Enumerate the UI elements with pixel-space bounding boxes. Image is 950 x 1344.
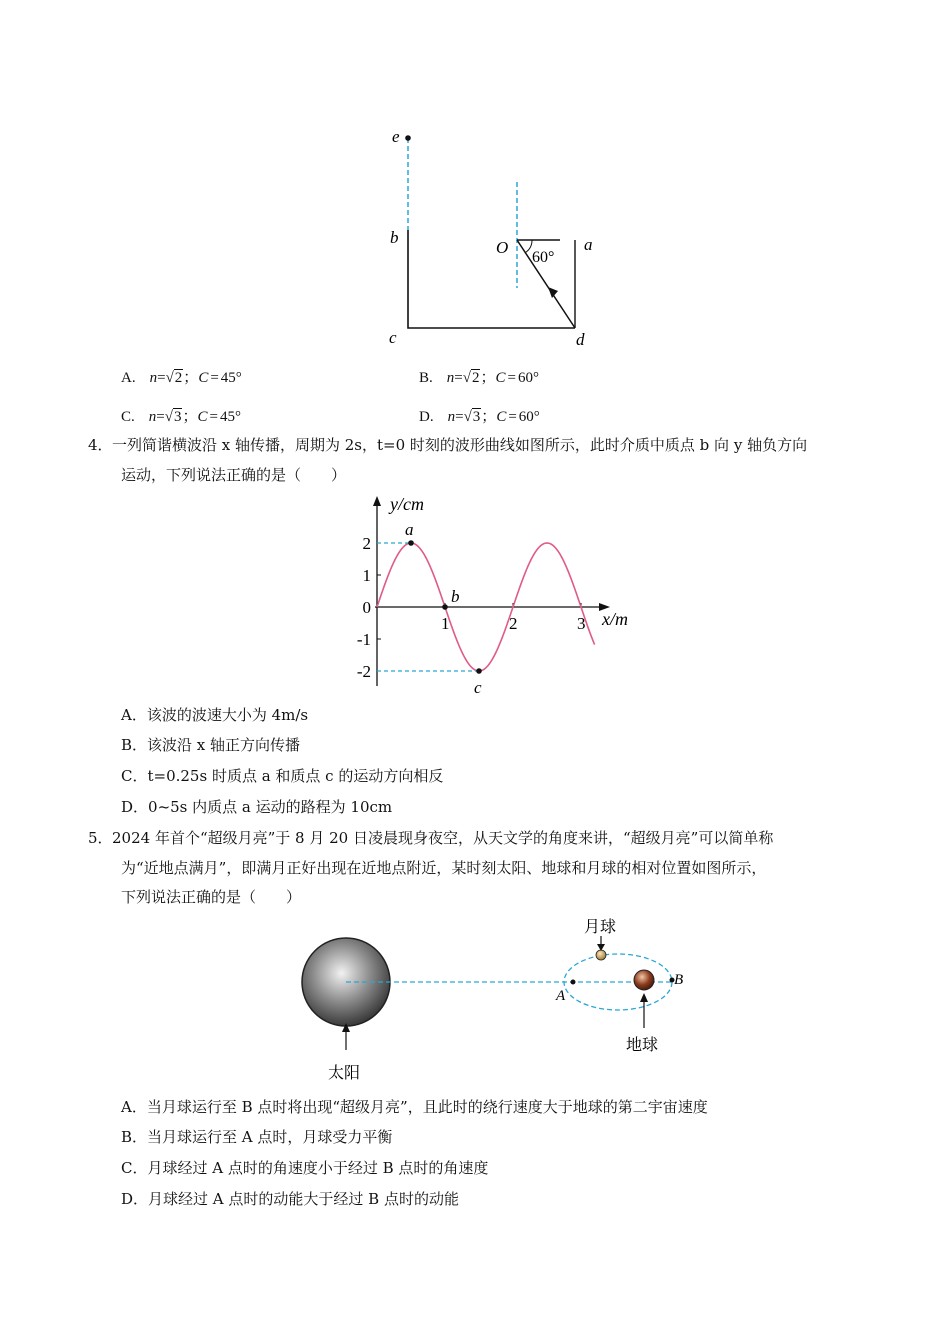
equals: = — [455, 409, 464, 425]
option-letter: B. — [419, 370, 433, 386]
q3-option-c — [121, 405, 241, 426]
container-walls — [408, 230, 575, 328]
y-tick-label: -1 — [356, 630, 371, 649]
point-e — [405, 135, 411, 141]
label-c: c — [474, 678, 482, 695]
label-A: A — [556, 988, 566, 1004]
q5-option-d: D．月球经过 A 点时的动能大于经过 B 点时的动能 — [121, 1190, 459, 1208]
y-axis-label: y/cm — [390, 494, 424, 514]
y-tick-label: 2 — [362, 534, 371, 553]
separator: ； — [480, 370, 496, 386]
q5-option-c: C．月球经过 A 点时的角速度小于经过 B 点时的角速度 — [121, 1159, 489, 1177]
point-c — [476, 668, 482, 674]
angle-value: 60° — [518, 409, 540, 425]
label-sun: 太阳 — [328, 1065, 361, 1082]
label-a: a — [405, 520, 414, 539]
label-O: O — [496, 238, 509, 257]
label-moon: 月球 — [584, 919, 617, 936]
y-tick-label: -2 — [356, 662, 371, 681]
equals: = — [454, 370, 463, 386]
angle-value: 45° — [220, 370, 242, 386]
separator: ； — [182, 409, 198, 425]
q4-option-b: B．该波沿 x 轴正方向传播 — [121, 736, 301, 754]
label-c: c — [389, 328, 397, 347]
q5-number: 5． — [88, 829, 113, 847]
sqrt-sign: √ — [463, 409, 472, 425]
sqrt-sign: √ — [165, 370, 174, 386]
equals: = — [210, 370, 219, 386]
label-angle: 60° — [532, 249, 555, 266]
angle-value: 45° — [219, 409, 241, 425]
x-axis-label: x/m — [602, 609, 628, 629]
radicand: 2 — [174, 370, 183, 386]
earth — [634, 970, 654, 990]
var-n: n — [446, 370, 455, 386]
option-letter: D. — [419, 409, 434, 425]
separator: ； — [183, 370, 199, 386]
wave-chart — [340, 490, 650, 695]
separator: ； — [481, 409, 497, 425]
point-b — [442, 604, 448, 610]
q5-stem-line3: 下列说法正确的是（ ） — [121, 888, 302, 906]
var-n: n — [447, 409, 456, 425]
q4-number: 4． — [88, 436, 113, 454]
optics-figure — [380, 120, 610, 350]
label-b: b — [451, 587, 460, 606]
label-earth: 地球 — [626, 1037, 659, 1054]
q5-option-a: A．当月球运行至 B 点时将出现“超级月亮”，且此时的绕行速度大于地球的第二宇宙速度 — [121, 1098, 708, 1116]
q5-stem-line2: 为“近地点满月”，即满月正好出现在近地点附近，某时刻太阳、地球和月球的相对位置如图所示， — [121, 859, 767, 877]
q3-option-b — [419, 366, 539, 387]
var-C: C — [197, 409, 208, 425]
sun-earth-moon-figure — [290, 910, 700, 1085]
sqrt-sign: √ — [164, 409, 173, 425]
equals: = — [209, 409, 218, 425]
y-axis-arrow — [373, 496, 381, 506]
q3-option-d — [419, 405, 540, 426]
point-a — [408, 540, 414, 546]
radicand: 3 — [472, 409, 481, 425]
label-e: e — [392, 127, 400, 146]
x-tick-label: 1 — [441, 614, 450, 633]
var-n: n — [149, 370, 158, 386]
x-tick-label: 2 — [509, 614, 518, 633]
q3-option-a — [121, 366, 242, 387]
label-b: b — [390, 228, 399, 247]
var-C: C — [198, 370, 209, 386]
var-C: C — [495, 370, 506, 386]
radicand: 2 — [471, 370, 480, 386]
q4-option-d: D．0~5s 内质点 a 运动的路程为 10cm — [121, 798, 393, 816]
angle-value: 60° — [517, 370, 539, 386]
y-tick-label: 1 — [362, 566, 371, 585]
q4-stem-line2: 运动，下列说法正确的是（ ） — [121, 466, 347, 484]
ray-arrow — [548, 287, 558, 298]
q4-option-a: A．该波的波速大小为 4m/s — [121, 706, 309, 724]
sqrt-sign: √ — [462, 370, 471, 386]
option-letter: A. — [121, 370, 136, 386]
equals: = — [157, 370, 166, 386]
y-tick-label: 0 — [362, 598, 371, 617]
label-B: B — [674, 972, 684, 988]
x-tick-label: 3 — [577, 614, 586, 633]
var-n: n — [148, 409, 157, 425]
label-d: d — [576, 330, 585, 349]
equals: = — [507, 370, 516, 386]
label-a: a — [584, 235, 593, 254]
var-C: C — [496, 409, 507, 425]
radicand: 3 — [173, 409, 182, 425]
moon-arrow — [597, 944, 605, 951]
q5-option-b: B．当月球运行至 A 点时，月球受力平衡 — [121, 1128, 393, 1146]
equals: = — [156, 409, 165, 425]
q5-stem-line1: 2024 年首个“超级月亮”于 8 月 20 日凌晨现身夜空，从天文学的角度来讲，“超级月亮”可以简单称 — [112, 829, 774, 847]
q4-stem-line1: 一列简谐横波沿 x 轴传播，周期为 2s，t=0 时刻的波形曲线如图所示，此时介质中质点 b 向 y 轴负方向 — [112, 436, 808, 454]
moon — [596, 950, 606, 960]
earth-arrow — [640, 993, 648, 1002]
equals: = — [508, 409, 517, 425]
point-A — [571, 980, 576, 985]
option-letter: C. — [121, 409, 135, 425]
q4-option-c: C．t=0.25s 时质点 a 和质点 c 的运动方向相反 — [121, 767, 444, 785]
